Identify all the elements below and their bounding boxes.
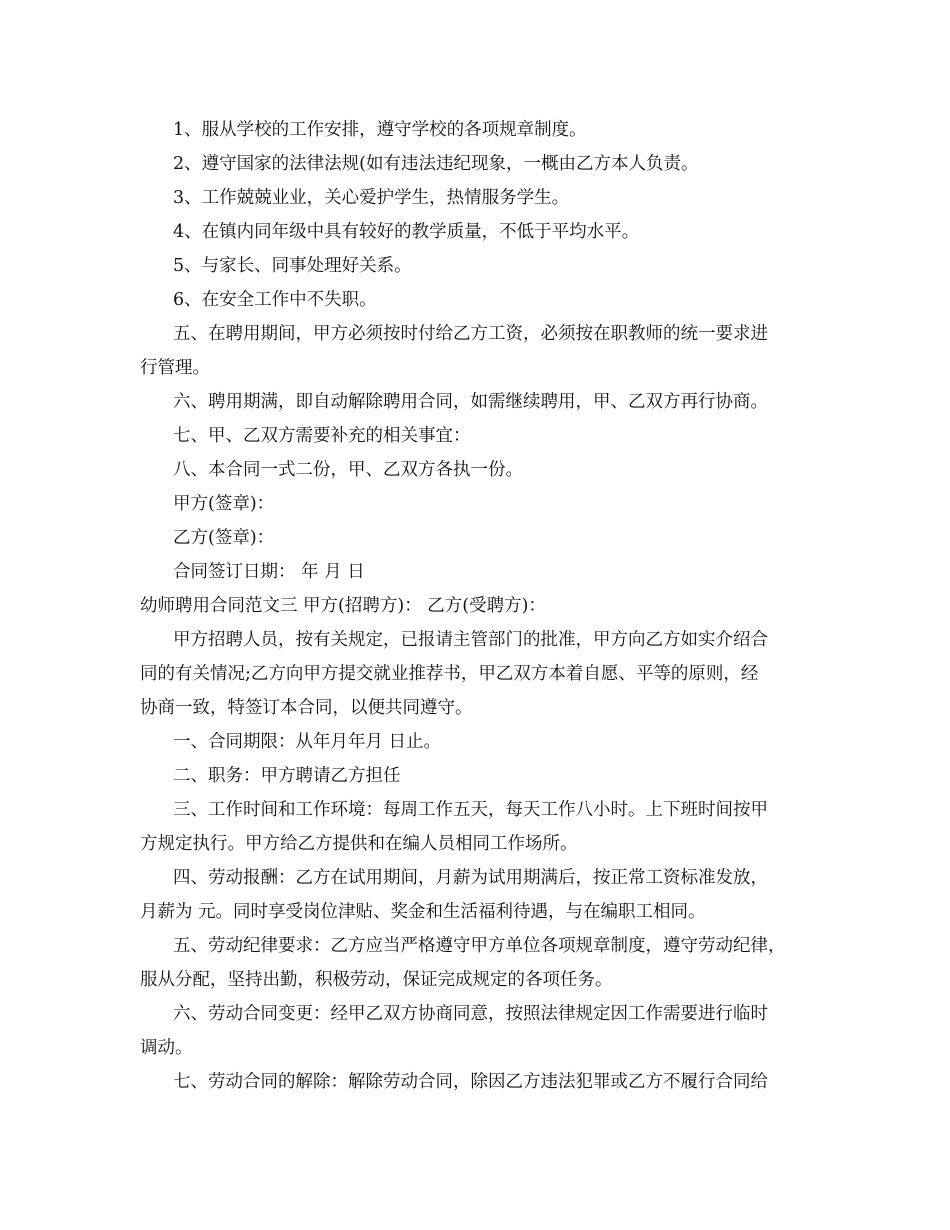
intro-line-1: 甲方招聘人员，按有关规定，已报请主管部门的批准，甲方向乙方如实介绍合 <box>173 630 768 650</box>
clause-6: 6、在安全工作中不失职。 <box>173 290 377 310</box>
term-4-line-1: 四、劳动报酬：乙方在试用期间，月薪为试用期满后，按正常工资标准发放， <box>173 868 768 888</box>
article-5-line-1: 五、在聘用期间，甲方必须按时付给乙方工资，必须按在职教师的统一要求进 <box>173 324 768 344</box>
term-3-line-1: 三、工作时间和工作环境：每周工作五天，每天工作八小时。上下班时间按甲 <box>173 800 768 820</box>
term-6-line-2: 调动。 <box>140 1038 193 1058</box>
clause-5: 5、与家长、同事处理好关系。 <box>173 256 412 276</box>
article-7: 七、甲、乙双方需要补充的相关事宜： <box>173 426 471 446</box>
signing-date: 合同签订日期： 年 月 日 <box>173 562 365 582</box>
intro-line-3: 协商一致，特签订本合同，以便共同遵守。 <box>140 698 473 718</box>
term-5-line-1: 五、劳动纪律要求：乙方应当严格遵守甲方单位各项规章制度，遵守劳动纪律， <box>173 936 786 956</box>
clause-1: 1、服从学校的工作安排，遵守学校的各项规章制度。 <box>173 120 587 140</box>
party-a-signature: 甲方(签章)： <box>173 494 275 514</box>
term-5-line-2: 服从分配，坚持出勤，积极劳动，保证完成规定的各项任务。 <box>140 970 613 990</box>
article-8: 八、本合同一式二份，甲、乙双方各执一份。 <box>173 460 523 480</box>
term-2-position: 二、职务：甲方聘请乙方担任 <box>173 766 401 786</box>
term-4-line-2: 月薪为 元。同时享受岗位津贴、奖金和生活福利待遇，与在编职工相同。 <box>140 902 706 922</box>
intro-line-2: 同的有关情况;乙方向甲方提交就业推荐书，甲乙双方本着自愿、平等的原则，经 <box>140 664 759 684</box>
clause-3: 3、工作兢兢业业，关心爱护学生，热情服务学生。 <box>173 188 570 208</box>
term-3-line-2: 方规定执行。甲方给乙方提供和在编人员相同工作场所。 <box>140 834 578 854</box>
section-heading: 幼师聘用合同范文三 甲方(招聘方)： 乙方(受聘方)： <box>140 596 546 616</box>
term-1-contract-period: 一、合同期限：从年月年月 日止。 <box>173 732 442 752</box>
clause-2: 2、遵守国家的法律法规(如有违法违纪现象，一概由乙方本人负责。 <box>173 154 699 174</box>
party-b-signature: 乙方(签章)： <box>173 528 275 548</box>
clause-4: 4、在镇内同年级中具有较好的教学质量，不低于平均水平。 <box>173 222 640 242</box>
term-6-line-1: 六、劳动合同变更：经甲乙双方协商同意，按照法律规定因工作需要进行临时 <box>173 1004 768 1024</box>
article-6: 六、聘用期满，即自动解除聘用合同，如需继续聘用，甲、乙双方再行协商。 <box>173 392 768 412</box>
article-5-line-2: 行管理。 <box>140 358 210 378</box>
term-7-line-1: 七、劳动合同的解除：解除劳动合同，除因乙方违法犯罪或乙方不履行合同给 <box>173 1072 768 1092</box>
